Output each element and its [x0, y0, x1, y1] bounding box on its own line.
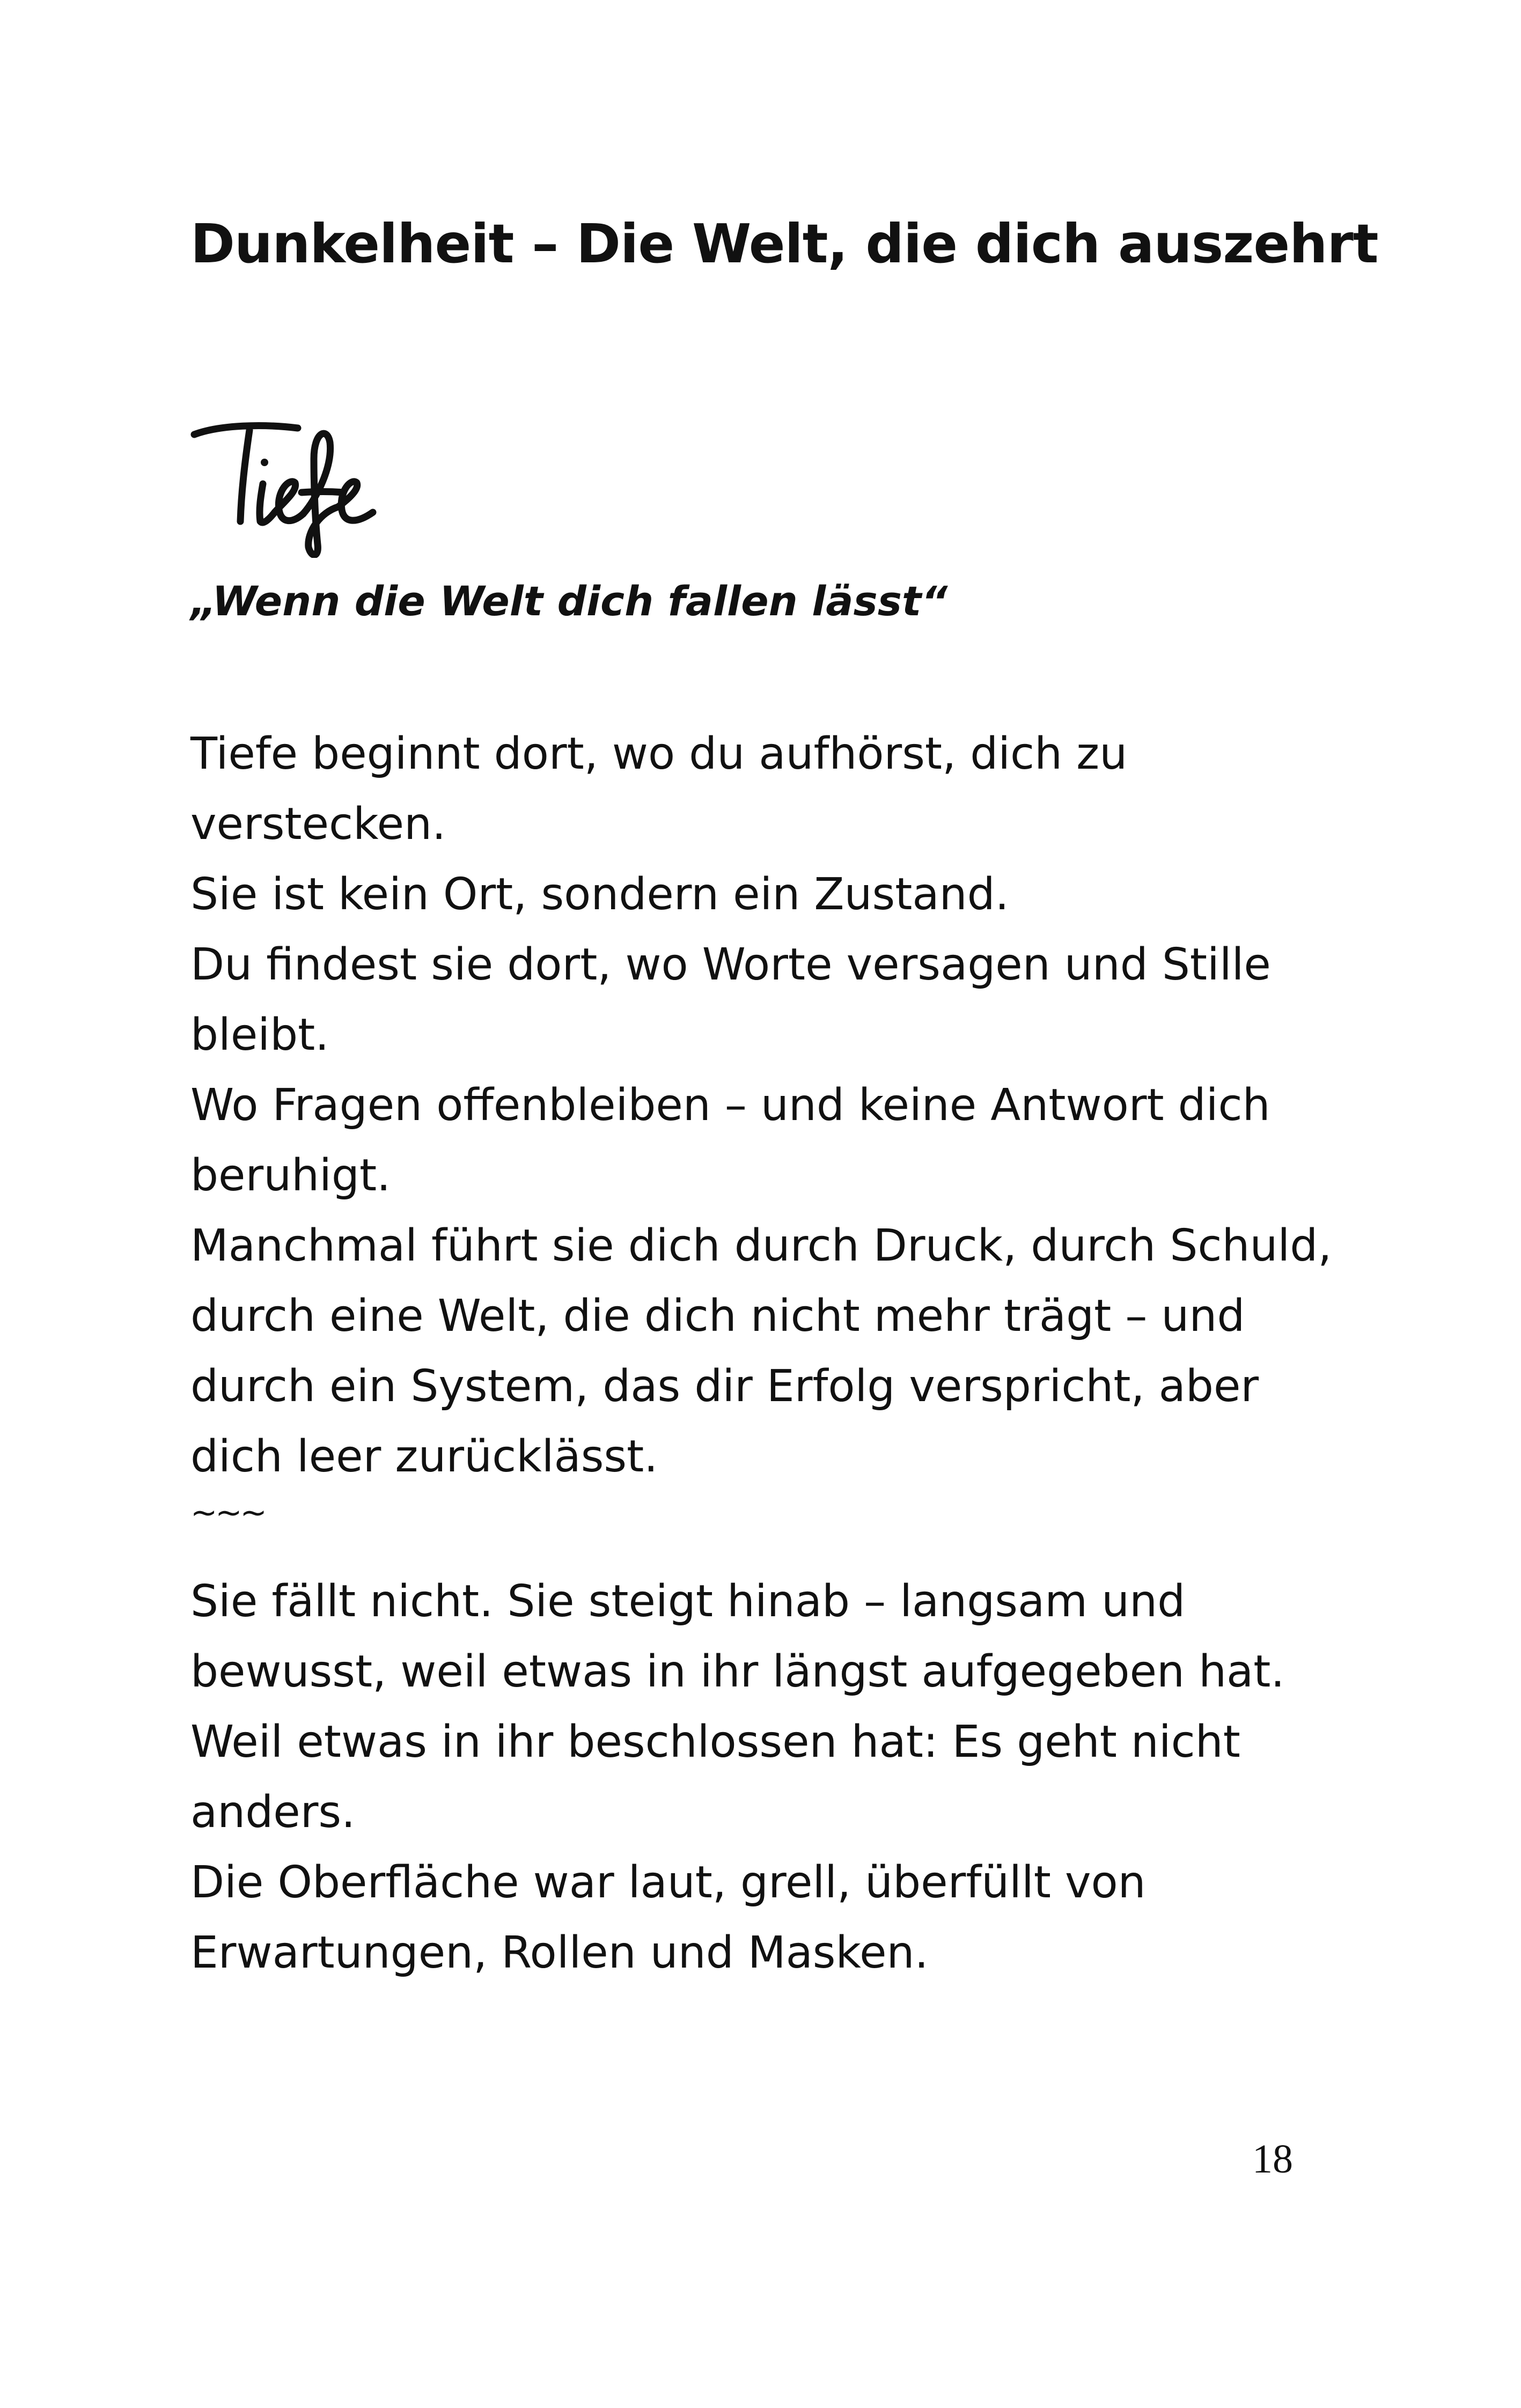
- chapter-heading: Dunkelheit – Die Welt, die dich auszehrt: [190, 212, 1378, 275]
- section-title-script: [182, 397, 665, 558]
- paragraph-line: Weil etwas in ihr beschlossen hat: Es geht nicht anders.: [190, 1717, 1240, 1838]
- paragraph-line: Du findest sie dort, wo Worte versagen und Stille bleibt.: [190, 939, 1271, 1061]
- text-block-2: [190, 1566, 1344, 1988]
- paragraph-line: Wo Fragen offenbleiben – und keine Antwort dich beruhigt.: [190, 1080, 1270, 1201]
- text-block-1: [190, 719, 1344, 1492]
- paragraph-line: Sie ist kein Ort, sondern ein Zustand.: [190, 869, 1009, 920]
- paragraph-line: Manchmal führt sie dich durch Druck, durch Schuld, durch eine Welt, die dich nicht mehr trägt – und durch ein System, das dir Erfolg verspricht, aber dich leer zurücklässt.: [190, 1220, 1332, 1482]
- paragraph-line: Tiefe beginnt dort, wo du aufhörst, dich zu verstecken.: [190, 728, 1128, 850]
- section-separator: ~~~: [190, 1494, 265, 1531]
- page-number: 18: [1252, 2137, 1293, 2182]
- paragraph-line: Die Oberfläche war laut, grell, überfüllt von Erwartungen, Rollen und Masken.: [190, 1857, 1146, 1978]
- paragraph-line: Sie fällt nicht. Sie steigt hinab – langsam und bewusst, weil etwas in ihr längst aufgegeben hat.: [190, 1576, 1285, 1697]
- section-subtitle: „Wenn die Welt dich fallen lässt“: [190, 577, 948, 625]
